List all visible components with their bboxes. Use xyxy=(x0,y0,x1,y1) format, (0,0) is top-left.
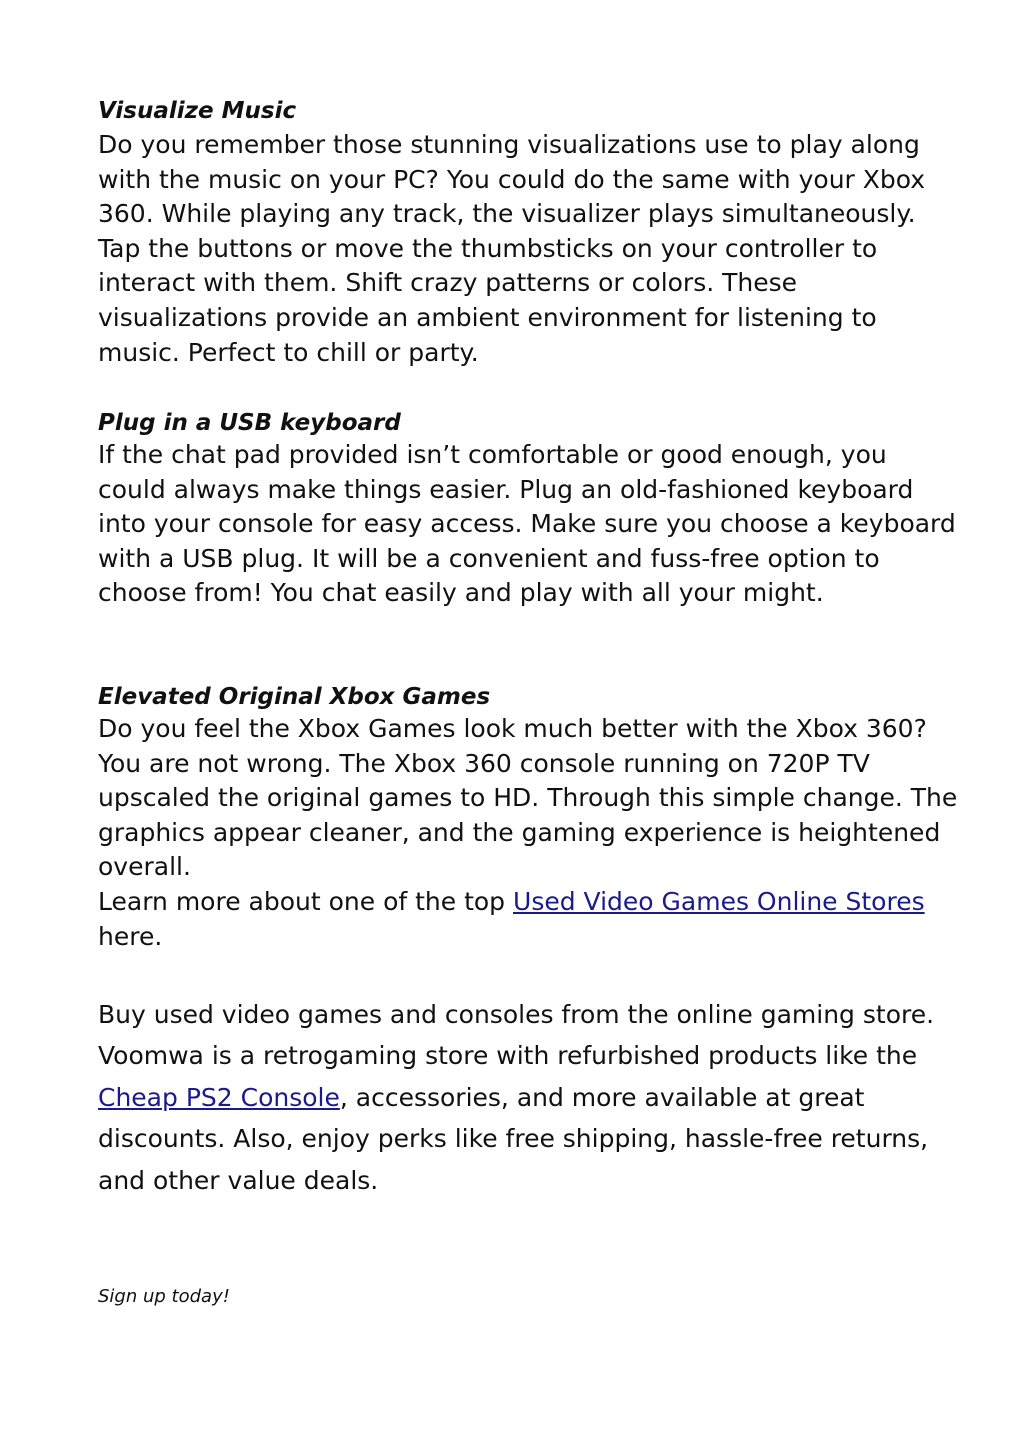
promo-line: Buy used video games and consoles from the online gaming store. xyxy=(98,1000,935,1029)
section-heading: Elevated Original Xbox Games xyxy=(98,684,491,710)
section-visualize-music xyxy=(98,96,958,370)
section-body: Do you feel the Xbox Games look much better with the Xbox 360? You are not wrong. The Xbox 360 console running on 720P TV upscaled the original games to HD. Through this simple change. The graphics appear cleaner, and the gaming experience is heightened overall. xyxy=(98,714,958,882)
section-promo xyxy=(98,994,958,1201)
signup-text: Sign up today! xyxy=(98,1286,230,1307)
used-video-games-stores-link[interactable]: Used Video Games Online Stores xyxy=(513,886,925,916)
document-page xyxy=(98,96,958,1307)
section-body: If the chat pad provided isn’t comfortable or good enough, you could always make things easier. Plug an old-fashioned keyboard into your console for easy access. Make sure you choose a keyboard with a USB plug. It will be a convenient and fuss-free option to choose from! You chat easily and play with all your might. xyxy=(98,440,956,608)
promo-description xyxy=(98,1035,958,1201)
section-body: Do you remember those stunning visualizations use to play along with the music on your PC? You could do the same with your Xbox 360. While playing any track, the visualizer plays simultaneously. Tap the buttons or move the thumbsticks on your controller to interact with them. Shift crazy patterns or colors. These visualizations provide an ambient environment for listening to music. Perfect to chill or party. xyxy=(98,130,926,367)
section-elevated-xbox-games xyxy=(98,682,958,954)
learn-more-line xyxy=(98,885,958,954)
promo-suffix: , accessories, and more available at great discounts. Also, enjoy perks like free shipping, hassle-free returns, and other value deals. xyxy=(98,1082,929,1195)
section-usb-keyboard xyxy=(98,408,958,611)
cheap-ps2-console-link[interactable]: Cheap PS2 Console xyxy=(98,1082,340,1112)
section-heading: Visualize Music xyxy=(98,98,297,124)
learn-more-prefix: Learn more about one of the top xyxy=(98,886,514,916)
learn-more-suffix: here. xyxy=(98,921,163,951)
promo-prefix: Voomwa is a retrogaming store with refurbished products like the xyxy=(98,1041,918,1071)
section-heading: Plug in a USB keyboard xyxy=(98,410,401,436)
section-signup xyxy=(98,1284,958,1310)
